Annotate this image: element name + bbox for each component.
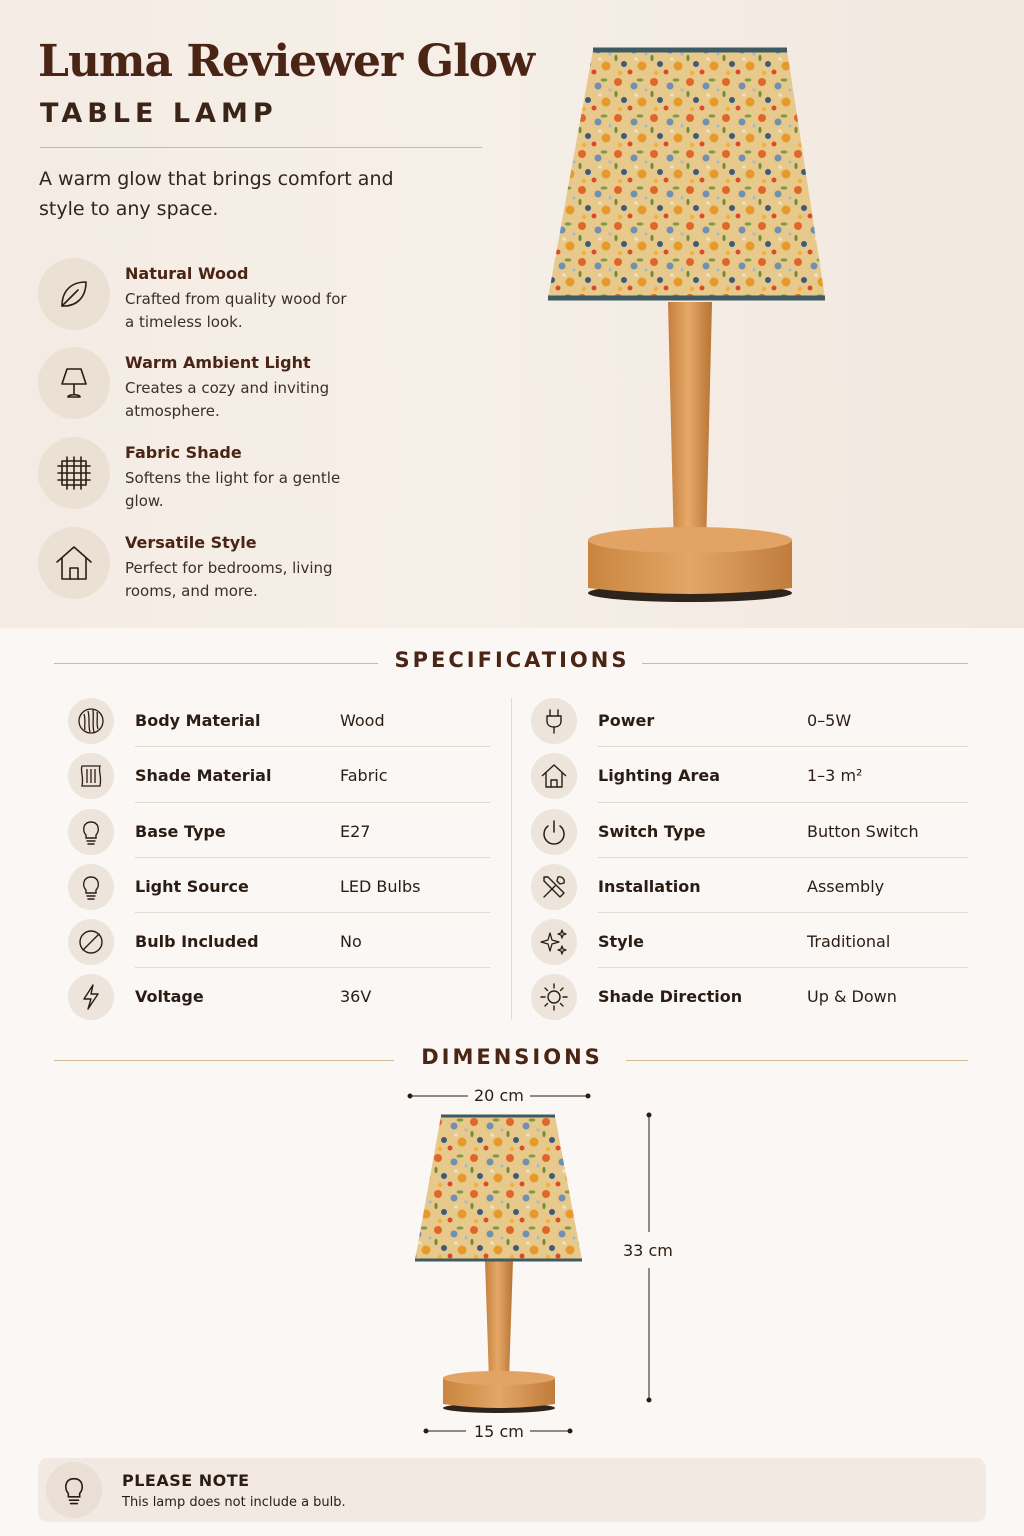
note-text: This lamp does not include a bulb.: [122, 1495, 346, 1510]
base-width-label: 15 cm: [474, 1422, 524, 1441]
house-icon: [531, 753, 577, 799]
spec-value: E27: [340, 821, 371, 841]
spec-value: Wood: [340, 711, 385, 730]
feature-name: Natural Wood: [125, 264, 249, 283]
spec-name: Power: [598, 711, 655, 730]
leaf-icon: [38, 258, 110, 330]
spec-row: [531, 858, 968, 913]
spec-value: 1–3 m²: [807, 766, 863, 786]
spec-value: 0–5W: [807, 711, 852, 730]
plug-icon: [531, 698, 577, 744]
spec-value: Assembly: [807, 876, 885, 896]
spec-value: Fabric: [340, 766, 388, 786]
spec-row: [68, 747, 490, 802]
specs-right-column: [531, 692, 968, 1024]
spec-value: Up & Down: [807, 987, 897, 1007]
spec-row: [68, 913, 490, 968]
spec-row: [68, 692, 490, 747]
divider: [642, 663, 968, 664]
dimensions-header: [0, 1045, 1024, 1075]
feature-warm-ambient-light: [38, 347, 378, 427]
spec-row: [531, 803, 968, 858]
spec-name: Body Material: [135, 711, 261, 730]
product-title: Luma Reviewer Glow: [38, 36, 535, 87]
spec-row: [68, 858, 490, 913]
bulb-icon: [68, 864, 114, 910]
feature-name: Warm Ambient Light: [125, 353, 311, 372]
feature-description: Perfect for bedrooms, living rooms, and more.: [125, 559, 333, 600]
note-title: PLEASE NOTE: [122, 1471, 250, 1490]
spec-row: [531, 968, 968, 1023]
tools-icon: [531, 864, 577, 910]
spec-row: [531, 747, 968, 802]
section-title: DIMENSIONS: [421, 1045, 603, 1069]
spec-row: [68, 803, 490, 858]
power-icon: [531, 809, 577, 855]
title-divider: [40, 147, 482, 148]
specifications-header: [0, 648, 1024, 678]
lightning-icon: [68, 974, 114, 1020]
feature-name: Fabric Shade: [125, 443, 242, 462]
bulb-icon: [46, 1462, 102, 1518]
top-width-label: 20 cm: [474, 1086, 524, 1105]
spec-name: Shade Direction: [598, 987, 743, 1007]
feature-name: Versatile Style: [125, 533, 257, 552]
spec-name: Lighting Area: [598, 766, 720, 786]
spec-name: Installation: [598, 876, 701, 896]
divider: [626, 1060, 968, 1061]
spec-row: [531, 692, 968, 747]
feature-description: Softens the light for a gentle glow.: [125, 469, 341, 510]
fabric-icon: [68, 753, 114, 799]
feature-versatile-style: [38, 527, 378, 607]
sun-icon: [531, 974, 577, 1020]
column-divider: [511, 698, 512, 1020]
house-icon: [38, 527, 110, 599]
spec-name: Base Type: [135, 821, 226, 841]
spec-row: [68, 968, 490, 1023]
spec-name: Light Source: [135, 876, 249, 896]
feature-fabric-shade: [38, 437, 378, 517]
no-bulb-icon: [68, 919, 114, 965]
spec-row: [531, 913, 968, 968]
spec-value: 36V: [340, 987, 372, 1007]
product-tagline: A warm glow that brings comfort and style to any space.: [39, 168, 394, 220]
spec-value: Traditional: [807, 932, 891, 952]
feature-natural-wood: [38, 258, 378, 338]
spec-value: LED Bulbs: [340, 876, 421, 896]
fabric-weave-icon: [38, 437, 110, 509]
height-label: 33 cm: [623, 1241, 673, 1260]
section-title: SPECIFICATIONS: [394, 648, 630, 672]
product-subtitle: TABLE LAMP: [40, 98, 278, 129]
wood-grain-icon: [68, 698, 114, 744]
lamp-dimension-image: [415, 1116, 582, 1413]
specs-left-column: [68, 692, 490, 1024]
feature-description: Creates a cozy and inviting atmosphere.: [125, 379, 330, 420]
note-banner: [38, 1458, 986, 1522]
spec-name: Switch Type: [598, 821, 706, 841]
bulb-icon: [68, 809, 114, 855]
spec-name: Style: [598, 932, 644, 952]
dimension-diagram: [0, 1080, 1024, 1450]
sparkle-icon: [531, 919, 577, 965]
spec-name: Shade Material: [135, 766, 272, 786]
spec-name: Bulb Included: [135, 932, 259, 952]
lamp-icon: [38, 347, 110, 419]
spec-value: Button Switch: [807, 821, 919, 841]
lamp-product-image: [540, 40, 840, 610]
spec-name: Voltage: [135, 987, 204, 1007]
feature-description: Crafted from quality wood for a timeless look.: [125, 290, 347, 331]
spec-value: No: [340, 932, 362, 952]
